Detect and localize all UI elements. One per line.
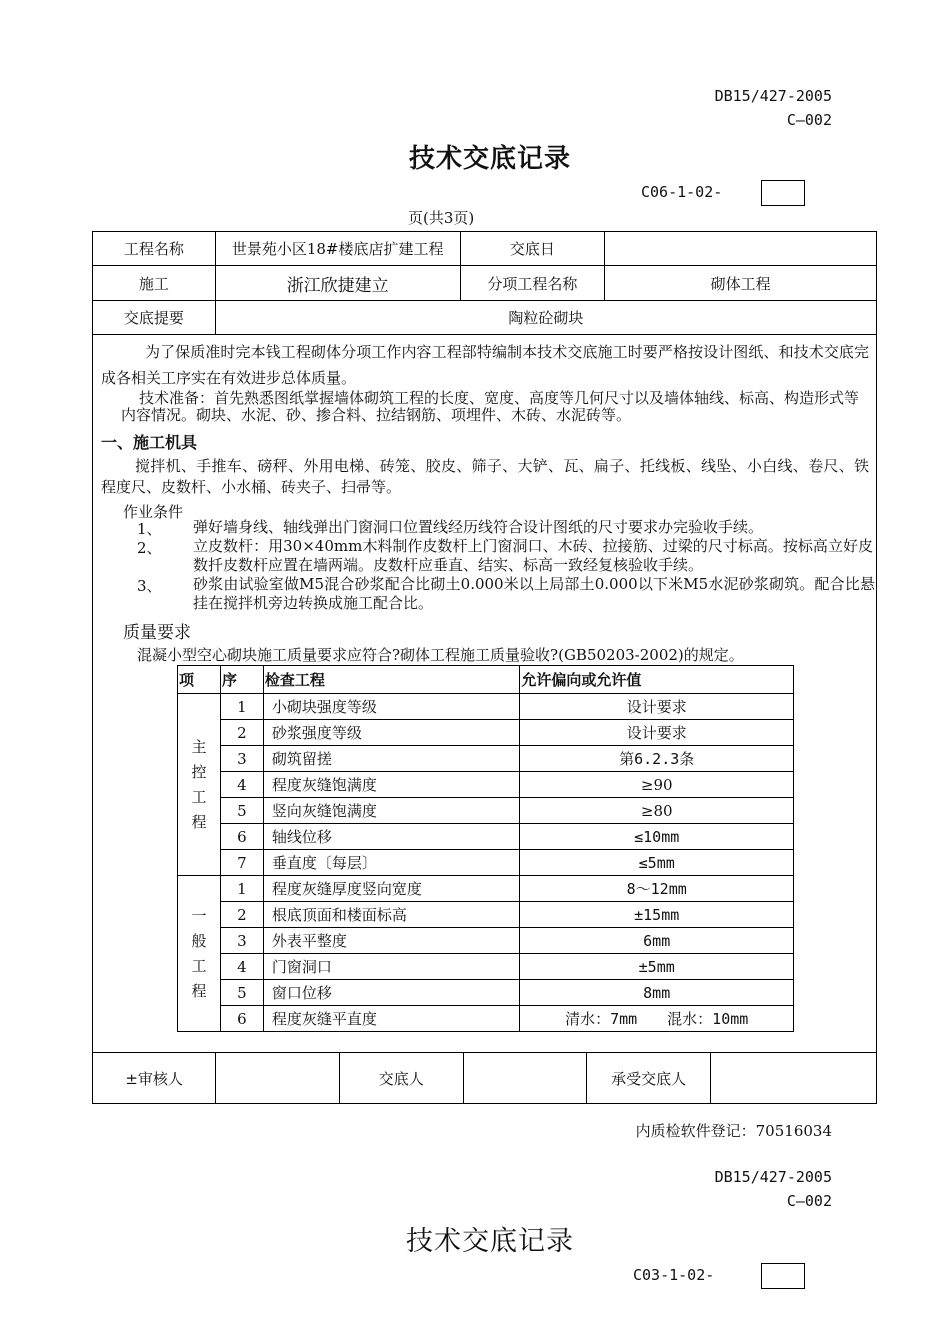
condition-1-text: 弹好墙身线、轴线弹出门窗洞口位置线经历线符合设计图纸的尺寸要求办完验收手续。: [193, 518, 764, 536]
header-item: 项: [178, 666, 221, 694]
table-row: 2 砂浆强度等级 设计要求: [178, 720, 794, 746]
condition-3-text: 砂浆由试验室做M5混合砂浆配合比砌土0.000米以上局部土0.000以下米M5水泥砂浆砌筑。配合比悬挂在搅拌机旁边转换成施工配合比。: [193, 575, 875, 612]
table-row: 3 外表平整度 6mm: [178, 928, 794, 954]
group-general-label: 一 般 工 程: [178, 876, 221, 1032]
table-row: 6 程度灰缝平直度 清水：7mm 混水：10mm: [178, 1006, 794, 1032]
condition-3-number: 3、: [137, 577, 162, 595]
header-tolerance: 允许偏向或允许值: [520, 666, 794, 694]
table-row: 5 竖向灰缝饱满度 ≥80: [178, 798, 794, 824]
subitem-label: 分项工程名称: [460, 266, 605, 301]
tools-paragraph: 搅拌机、手推车、磅秤、外用电梯、砖笼、胶皮、筛子、大铲、瓦、扁子、托线板、线坠、小白线、卷尺、铁程度尺、皮数杆、小水桶、砖夹子、扫帚等。: [101, 457, 869, 496]
project-name-label: 工程名称: [93, 232, 216, 266]
page-title-2: 技术交底记录: [406, 1226, 574, 1257]
standard-code: DB15/427-2005: [714, 87, 832, 105]
discloser-signature[interactable]: [463, 1053, 587, 1103]
quality-table: [177, 665, 794, 1032]
receiver-signature[interactable]: [710, 1053, 876, 1103]
section1-title: 一、施工机具: [101, 433, 198, 452]
record-number-label: C06-1-02-: [641, 183, 723, 201]
table-row: 6 轴线位移 ≤10mm: [178, 824, 794, 850]
condition-2-number: 2、: [137, 539, 162, 557]
discloser-label: 交底人: [339, 1053, 463, 1103]
receiver-label: 承受交底人: [587, 1053, 711, 1103]
standard-code-2: DB15/427-2005: [714, 1168, 832, 1186]
table-row: 4 门窗洞口 ±5mm: [178, 954, 794, 980]
table-row: 4 程度灰缝饱满度 ≥90: [178, 772, 794, 798]
summary-value[interactable]: 陶粒砼砌块: [215, 301, 876, 335]
date-value[interactable]: [605, 232, 877, 266]
record-number-label-2: C03-1-02-: [633, 1266, 715, 1284]
construction-label: 施工: [93, 266, 216, 301]
construction-value[interactable]: 浙江欣捷建立: [215, 266, 460, 301]
project-name-value[interactable]: 世景苑小区18#楼底店扩建工程: [215, 232, 460, 266]
table-row: 7 垂直度〔每层〕 ≤5mm: [178, 850, 794, 876]
table-row: 2 根底顶面和楼面标高 ±15mm: [178, 902, 794, 928]
signature-row: [93, 1053, 877, 1104]
intro-paragraph: 为了保质准时完本钱工程砌体分项工作内容工程部特编制本技术交底施工时要严格按设计图纸、和技术交底完成各相关工序实在有效进步总体质量。: [101, 343, 869, 387]
form-code: C—002: [786, 111, 832, 129]
date-label: 交底日: [460, 232, 605, 266]
table-row: 5 窗口位移 8mm: [178, 980, 794, 1006]
record-number-box-2[interactable]: [761, 1263, 805, 1289]
reviewer-signature[interactable]: [216, 1053, 340, 1103]
disclosure-form: [92, 231, 877, 1104]
summary-label: 交底提要: [93, 301, 216, 335]
content-cell: [93, 335, 877, 1053]
table-row: 一 般 工 程 1 程度灰缝厚度竖向宽度 8～12mm: [178, 876, 794, 902]
work-conditions-title: 作业条件: [123, 503, 184, 521]
table-row: 3 砌筑留搓 第6.2.3条: [178, 746, 794, 772]
group-main-control-label: 主 控 工 程: [178, 694, 221, 876]
table-row: 主 控 工 程 1 小砌块强度等级 设计要求: [178, 694, 794, 720]
condition-2-text: 立皮数杆：用30×40mm木料制作皮数杆上门窗洞口、木砖、拉接筋、过梁的尺寸标高。按标高立好皮数扦皮数杆应置在墙两端。皮数杆应垂直、结实、标高一致经复核验收手续。: [193, 537, 873, 574]
condition-1-number: 1、: [137, 520, 162, 538]
header-seq: 序: [220, 666, 263, 694]
subitem-value[interactable]: 砌体工程: [605, 266, 877, 301]
quality-intro: 混凝小型空心砌块施工质量要求应符合?砌体工程施工质量验收?(GB50203-2002)的规定。: [137, 646, 744, 664]
page-info: 页(共3页): [408, 209, 475, 227]
form-code-2: C—002: [786, 1192, 832, 1210]
page-title: 技术交底记录: [408, 144, 571, 174]
tech-prep-paragraph: 技术准备：首先熟悉图纸掌握墙体砌筑工程的长度、宽度、高度等几何尺寸以及墙体轴线、标高、构造形式等内容情况。砌块、水泥、砂、掺合料、拉结钢筋、项埋件、木砖、水泥砖等。: [121, 389, 860, 424]
header-check: 检查工程: [263, 666, 520, 694]
record-number-box[interactable]: [761, 180, 805, 206]
quality-title: 质量要求: [123, 623, 191, 643]
software-registration: 内质检软件登记：70516034: [635, 1122, 832, 1140]
reviewer-label: ±审核人: [93, 1053, 216, 1103]
